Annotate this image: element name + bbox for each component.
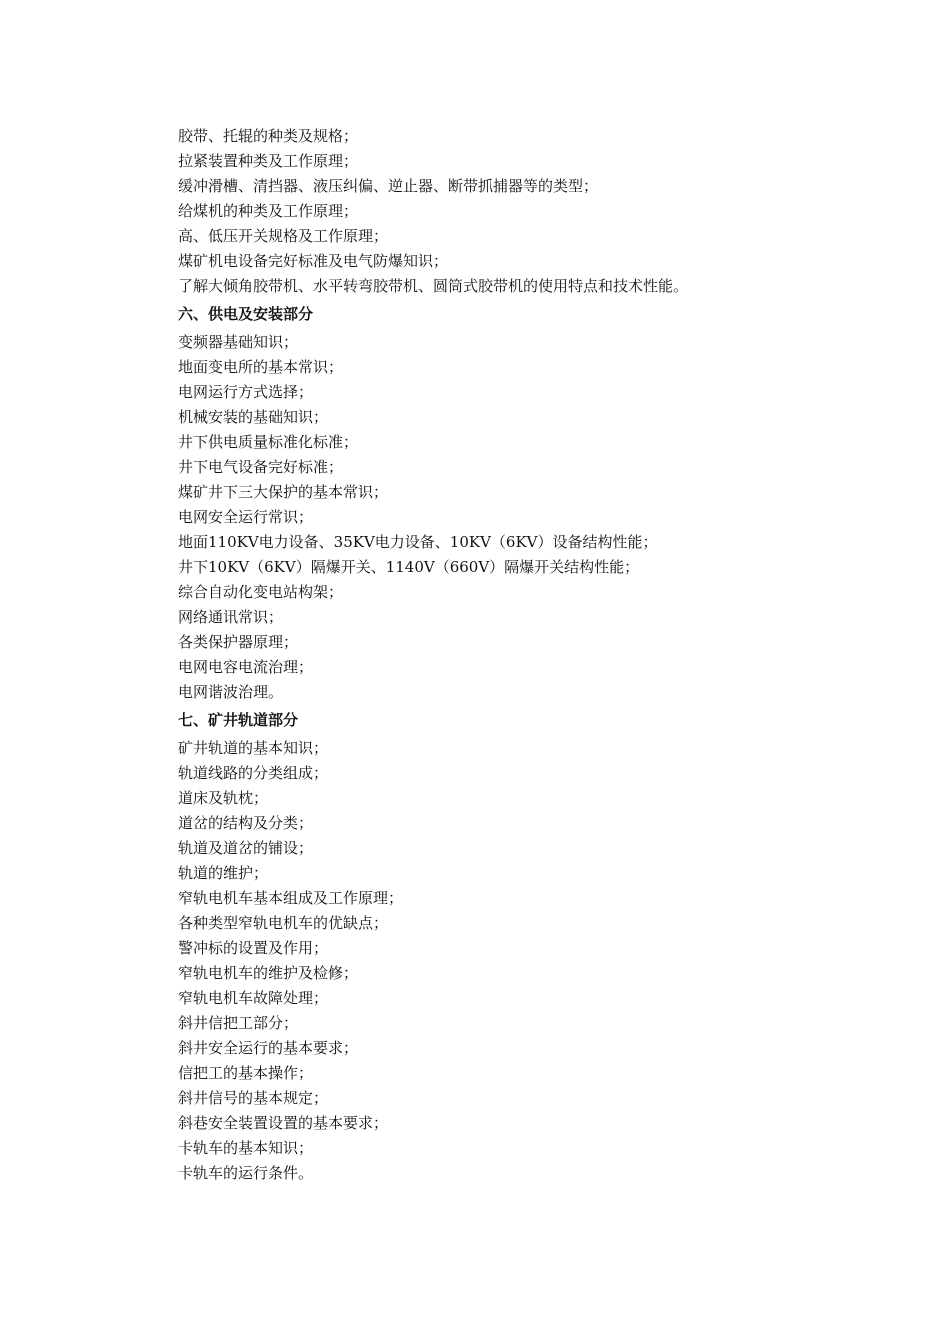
section-6-list bbox=[178, 330, 878, 705]
document-body bbox=[178, 124, 878, 1186]
list-item: 斜井信号的基本规定； bbox=[178, 1089, 329, 1107]
section-5-list bbox=[178, 124, 878, 299]
section-7-list bbox=[178, 736, 878, 1186]
list-item: 井下10KV（6KV）隔爆开关、1140V（660V）隔爆开关结构性能； bbox=[178, 558, 640, 576]
list-item: 道岔的结构及分类； bbox=[178, 814, 314, 832]
list-item: 电网安全运行常识； bbox=[178, 508, 314, 526]
list-item: 胶带、托辊的种类及规格； bbox=[178, 127, 359, 145]
list-item: 高、低压开关规格及工作原理； bbox=[178, 227, 389, 245]
list-item: 井下供电质量标准化标准； bbox=[178, 433, 359, 451]
section-7-heading: 七、矿井轨道部分 bbox=[178, 711, 299, 729]
list-item: 拉紧装置种类及工作原理； bbox=[178, 152, 359, 170]
list-item: 给煤机的种类及工作原理； bbox=[178, 202, 359, 220]
list-item: 综合自动化变电站构架； bbox=[178, 583, 344, 601]
list-item: 缓冲滑槽、清挡器、液压纠偏、逆止器、断带抓捕器等的类型； bbox=[178, 177, 599, 195]
list-item: 轨道及道岔的铺设； bbox=[178, 839, 314, 857]
list-item: 轨道的维护； bbox=[178, 864, 269, 882]
list-item: 斜巷安全装置设置的基本要求； bbox=[178, 1114, 389, 1132]
list-item: 轨道线路的分类组成； bbox=[178, 764, 329, 782]
list-item: 各类保护器原理； bbox=[178, 633, 299, 651]
list-item: 窄轨电机车故障处理； bbox=[178, 989, 329, 1007]
list-item: 窄轨电机车的维护及检修； bbox=[178, 964, 359, 982]
list-item: 道床及轨枕； bbox=[178, 789, 269, 807]
list-item: 煤矿机电设备完好标准及电气防爆知识； bbox=[178, 252, 449, 270]
list-item: 井下电气设备完好标准； bbox=[178, 458, 344, 476]
list-item: 各种类型窄轨电机车的优缺点； bbox=[178, 914, 389, 932]
list-item: 电网谐波治理。 bbox=[178, 683, 284, 701]
list-item: 煤矿井下三大保护的基本常识； bbox=[178, 483, 389, 501]
list-item: 网络通讯常识； bbox=[178, 608, 284, 626]
list-item: 卡轨车的基本知识； bbox=[178, 1139, 314, 1157]
list-item: 矿井轨道的基本知识； bbox=[178, 739, 329, 757]
list-item: 了解大倾角胶带机、水平转弯胶带机、圆筒式胶带机的使用特点和技术性能。 bbox=[178, 277, 689, 295]
list-item: 机械安装的基础知识； bbox=[178, 408, 329, 426]
list-item: 变频器基础知识； bbox=[178, 333, 299, 351]
list-item: 窄轨电机车基本组成及工作原理； bbox=[178, 889, 404, 907]
list-item: 斜井信把工部分； bbox=[178, 1014, 299, 1032]
list-item: 电网运行方式选择； bbox=[178, 383, 314, 401]
list-item: 警冲标的设置及作用； bbox=[178, 939, 329, 957]
list-item: 信把工的基本操作； bbox=[178, 1064, 314, 1082]
list-item: 地面变电所的基本常识； bbox=[178, 358, 344, 376]
list-item: 地面110KV电力设备、35KV电力设备、10KV（6KV）设备结构性能； bbox=[178, 533, 658, 551]
list-item: 斜井安全运行的基本要求； bbox=[178, 1039, 359, 1057]
list-item: 卡轨车的运行条件。 bbox=[178, 1164, 314, 1182]
section-6-heading: 六、供电及安装部分 bbox=[178, 305, 314, 323]
list-item: 电网电容电流治理； bbox=[178, 658, 314, 676]
